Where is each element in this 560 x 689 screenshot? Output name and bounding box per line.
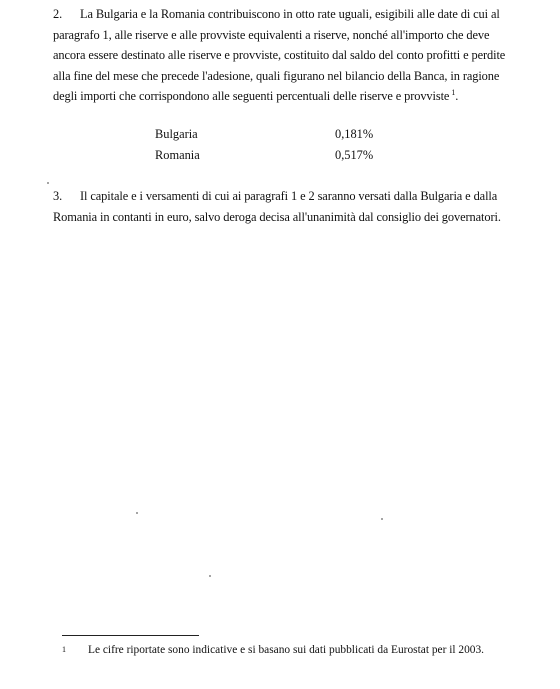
paragraph-2-text: La Bulgaria e la Romania contribuiscono in otto rate uguali, esigibili alle date di cui al paragrafo 1, alle riserve e alle provviste equivalenti a riserve, nonché all'importo che deve ancora essere destinato alle riserve e provviste, costituito dal saldo del conto profitti e perdite alla fine del mese che precede l'adesione, quali figurano nel bilancio della Banca, in ragione degli importi che corrispondono alle seguenti percentuali delle riserve e provviste <box>53 7 506 103</box>
footnote <box>62 643 484 657</box>
footnote-text: Le cifre riportate sono indicative e si basano sui dati pubblicati da Eurostat per il 2003. <box>88 644 485 656</box>
scan-speck <box>381 518 383 520</box>
paragraph-2-end: . <box>455 89 459 103</box>
percent-cell: 0,181% <box>335 127 374 141</box>
table-row <box>155 124 373 145</box>
paragraph-3-number: 3. <box>53 189 63 203</box>
contribution-rates-table <box>155 124 373 165</box>
country-cell: Bulgaria <box>155 127 198 141</box>
percent-cell: 0,517% <box>335 147 374 162</box>
footnote-mark: 1 <box>62 645 66 654</box>
scan-speck <box>136 512 138 514</box>
footnote-divider <box>62 635 199 636</box>
table-row <box>155 145 373 166</box>
paragraph-3-text: Il capitale e i versamenti di cui ai paragrafi 1 e 2 saranno versati dalla Bulgaria e dalla Romania in contanti in euro, salvo deroga decisa all'unanimità dal consiglio dei governatori. <box>53 189 501 224</box>
scan-speck <box>209 575 211 577</box>
country-cell: Romania <box>155 147 200 162</box>
paragraph-3 <box>53 186 513 227</box>
paragraph-2-number: 2. <box>53 7 63 21</box>
footnote-reference: 1 <box>451 87 456 97</box>
scan-speck <box>47 182 49 184</box>
paragraph-2 <box>53 4 513 107</box>
